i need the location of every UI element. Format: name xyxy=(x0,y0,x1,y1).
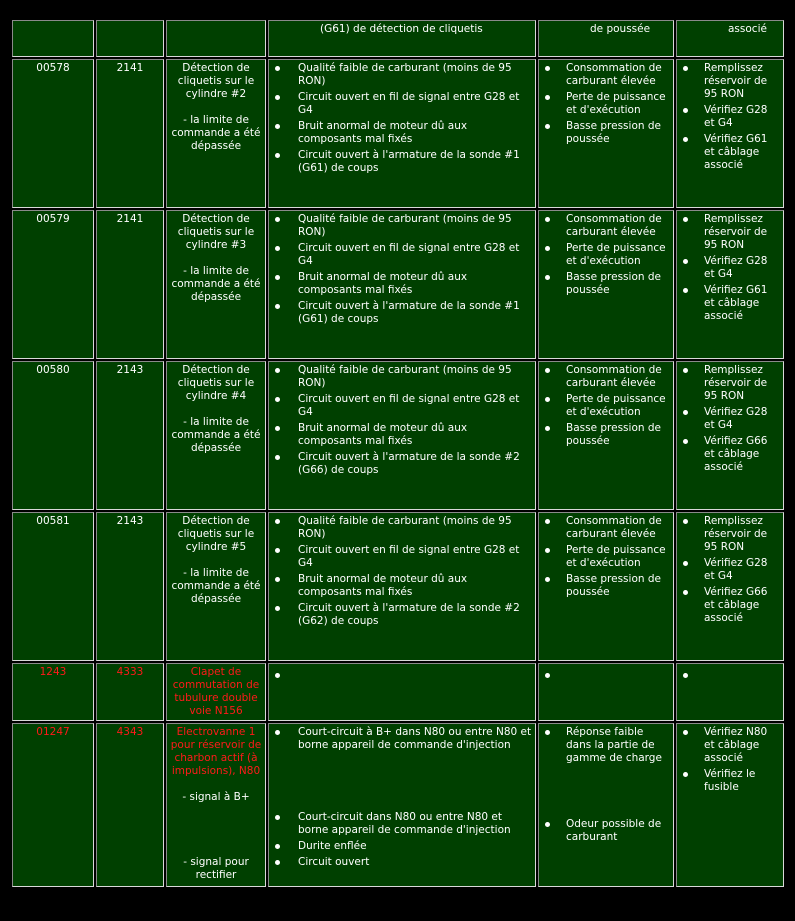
fix-item: Vérifiez G28 et G4 xyxy=(680,255,780,281)
effect-item: Consommation de carburant élevée xyxy=(542,515,670,541)
effect-item: Odeur possible de carburant xyxy=(542,818,670,844)
effect-item: Basse pression de poussée xyxy=(542,120,670,146)
cause-item: Bruit anormal de moteur dû aux composants mal fixés xyxy=(272,271,532,297)
effects-cell xyxy=(538,361,674,510)
fix-item: Vérifiez N80 et câblage associé xyxy=(680,726,780,765)
vag-code-cell: 4333 xyxy=(96,663,164,721)
table-row xyxy=(12,723,784,887)
effect-item: Perte de puissance et d'exécution xyxy=(542,393,670,419)
effect-item: Basse pression de poussée xyxy=(542,573,670,599)
table-row xyxy=(12,512,784,661)
fixes-cell xyxy=(676,723,784,887)
cause-item: Qualité faible de carburant (moins de 95 RON) xyxy=(272,62,532,88)
description-cell xyxy=(166,20,266,57)
fault-code-table-container xyxy=(10,18,786,889)
causes-cell xyxy=(268,361,536,510)
vag-code-cell xyxy=(96,20,164,57)
fixes-cell xyxy=(676,361,784,510)
description-cell: Détection de cliquetis sur le cylindre #2 - la limite de commande a été dépassée xyxy=(166,59,266,208)
effects-cell xyxy=(538,59,674,208)
causes-cell xyxy=(268,20,536,57)
effect-item: Perte de puissance et d'exécution xyxy=(542,242,670,268)
fault-code-cell: 00581 xyxy=(12,512,94,661)
cause-item: Circuit ouvert à l'armature de la sonde #2 (G62) de coups xyxy=(272,602,532,628)
description-main: Electrovanne 1 pour réservoir de charbon actif (à impulsions), N80 xyxy=(170,726,262,777)
fix-item: Vérifiez G61 et câblage associé xyxy=(680,284,780,323)
cause-item: Bruit anormal de moteur dû aux composants mal fixés xyxy=(272,120,532,146)
vag-code-cell: 2141 xyxy=(96,210,164,359)
cause-item: Court-circuit à B+ dans N80 ou entre N80 et borne appareil de commande d'injection xyxy=(272,726,532,752)
description-sub: - signal à B+ xyxy=(182,791,250,803)
fix-item: Vérifiez G66 et câblage associé xyxy=(680,586,780,625)
vag-code-cell: 2143 xyxy=(96,512,164,661)
fix-item: Vérifiez le fusible xyxy=(680,768,780,794)
fix-item: Vérifiez G28 et G4 xyxy=(680,104,780,130)
effects-cell xyxy=(538,663,674,721)
description-cell: Détection de cliquetis sur le cylindre #4 - la limite de commande a été dépassée xyxy=(166,361,266,510)
description-cell: Clapet de commutation de tubulure double voie N156 xyxy=(166,663,266,721)
cause-item: Circuit ouvert à l'armature de la sonde #1 (G61) de coups xyxy=(272,300,532,326)
fault-code-cell: 00579 xyxy=(12,210,94,359)
description-cell: Détection de cliquetis sur le cylindre #5 - la limite de commande a été dépassée xyxy=(166,512,266,661)
vag-code-cell: 2141 xyxy=(96,59,164,208)
effects-cell xyxy=(538,210,674,359)
cause-item: Circuit ouvert à l'armature de la sonde #2 (G66) de coups xyxy=(272,451,532,477)
cause-item: Bruit anormal de moteur dû aux composants mal fixés xyxy=(272,422,532,448)
fixes-cell xyxy=(676,210,784,359)
cause-item: Qualité faible de carburant (moins de 95 RON) xyxy=(272,364,532,390)
effect-item: Consommation de carburant élevée xyxy=(542,62,670,88)
fixes-cell xyxy=(676,663,784,721)
fix-text: associé xyxy=(728,23,767,35)
cause-item: Circuit ouvert xyxy=(272,856,532,869)
cause-item: Circuit ouvert à l'armature de la sonde #1 (G61) de coups xyxy=(272,149,532,175)
description-cell xyxy=(166,723,266,887)
fixes-cell xyxy=(676,20,784,57)
fix-item: Remplissez réservoir de 95 RON xyxy=(680,364,780,403)
fix-item: Vérifiez G61 et câblage associé xyxy=(680,133,780,172)
fault-code-cell xyxy=(12,20,94,57)
vag-code-cell: 4343 xyxy=(96,723,164,887)
effect-item: Basse pression de poussée xyxy=(542,422,670,448)
description-cell: Détection de cliquetis sur le cylindre #3 - la limite de commande a été dépassée xyxy=(166,210,266,359)
fix-item: Vérifiez G66 et câblage associé xyxy=(680,435,780,474)
causes-cell xyxy=(268,723,536,887)
cause-item: Durite enflée xyxy=(272,840,532,853)
cause-item: Court-circuit dans N80 ou entre N80 et borne appareil de commande d'injection xyxy=(272,811,532,837)
cause-text: (G61) de détection de cliquetis xyxy=(320,23,483,35)
fault-code-cell: 1243 xyxy=(12,663,94,721)
fixes-cell xyxy=(676,512,784,661)
fault-code-cell: 00578 xyxy=(12,59,94,208)
cause-item: Circuit ouvert en fil de signal entre G28 et G4 xyxy=(272,242,532,268)
fix-item: Vérifiez G28 et G4 xyxy=(680,406,780,432)
cause-item: Circuit ouvert en fil de signal entre G28 et G4 xyxy=(272,393,532,419)
vag-code-cell: 2143 xyxy=(96,361,164,510)
effect-item: Consommation de carburant élevée xyxy=(542,213,670,239)
effect-item: Consommation de carburant élevée xyxy=(542,364,670,390)
cause-item: Circuit ouvert en fil de signal entre G28 et G4 xyxy=(272,544,532,570)
effect-item: Perte de puissance et d'exécution xyxy=(542,544,670,570)
effect-item: Basse pression de poussée xyxy=(542,271,670,297)
cause-item: Bruit anormal de moteur dû aux composants mal fixés xyxy=(272,573,532,599)
effect-text: de poussée xyxy=(590,23,651,35)
causes-cell xyxy=(268,512,536,661)
table-row xyxy=(12,59,784,208)
fixes-cell xyxy=(676,59,784,208)
causes-cell xyxy=(268,210,536,359)
cause-item: Qualité faible de carburant (moins de 95 RON) xyxy=(272,515,532,541)
table-row xyxy=(12,210,784,359)
fix-item: Remplissez réservoir de 95 RON xyxy=(680,515,780,554)
effects-cell xyxy=(538,512,674,661)
fix-item: Remplissez réservoir de 95 RON xyxy=(680,62,780,101)
effect-item: Réponse faible dans la partie de gamme de charge xyxy=(542,726,670,765)
table-row xyxy=(12,20,784,57)
table-row xyxy=(12,361,784,510)
cause-item: Circuit ouvert en fil de signal entre G28 et G4 xyxy=(272,91,532,117)
fault-code-table xyxy=(10,18,786,889)
effects-cell xyxy=(538,20,674,57)
cause-item: Qualité faible de carburant (moins de 95 RON) xyxy=(272,213,532,239)
effects-cell xyxy=(538,723,674,887)
causes-cell xyxy=(268,663,536,721)
fault-code-cell: 01247 xyxy=(12,723,94,887)
table-row xyxy=(12,663,784,721)
causes-cell xyxy=(268,59,536,208)
fault-code-cell: 00580 xyxy=(12,361,94,510)
fix-item: Remplissez réservoir de 95 RON xyxy=(680,213,780,252)
fix-item: Vérifiez G28 et G4 xyxy=(680,557,780,583)
effect-item: Perte de puissance et d'exécution xyxy=(542,91,670,117)
description-sub: - signal pour rectifier xyxy=(183,856,249,881)
